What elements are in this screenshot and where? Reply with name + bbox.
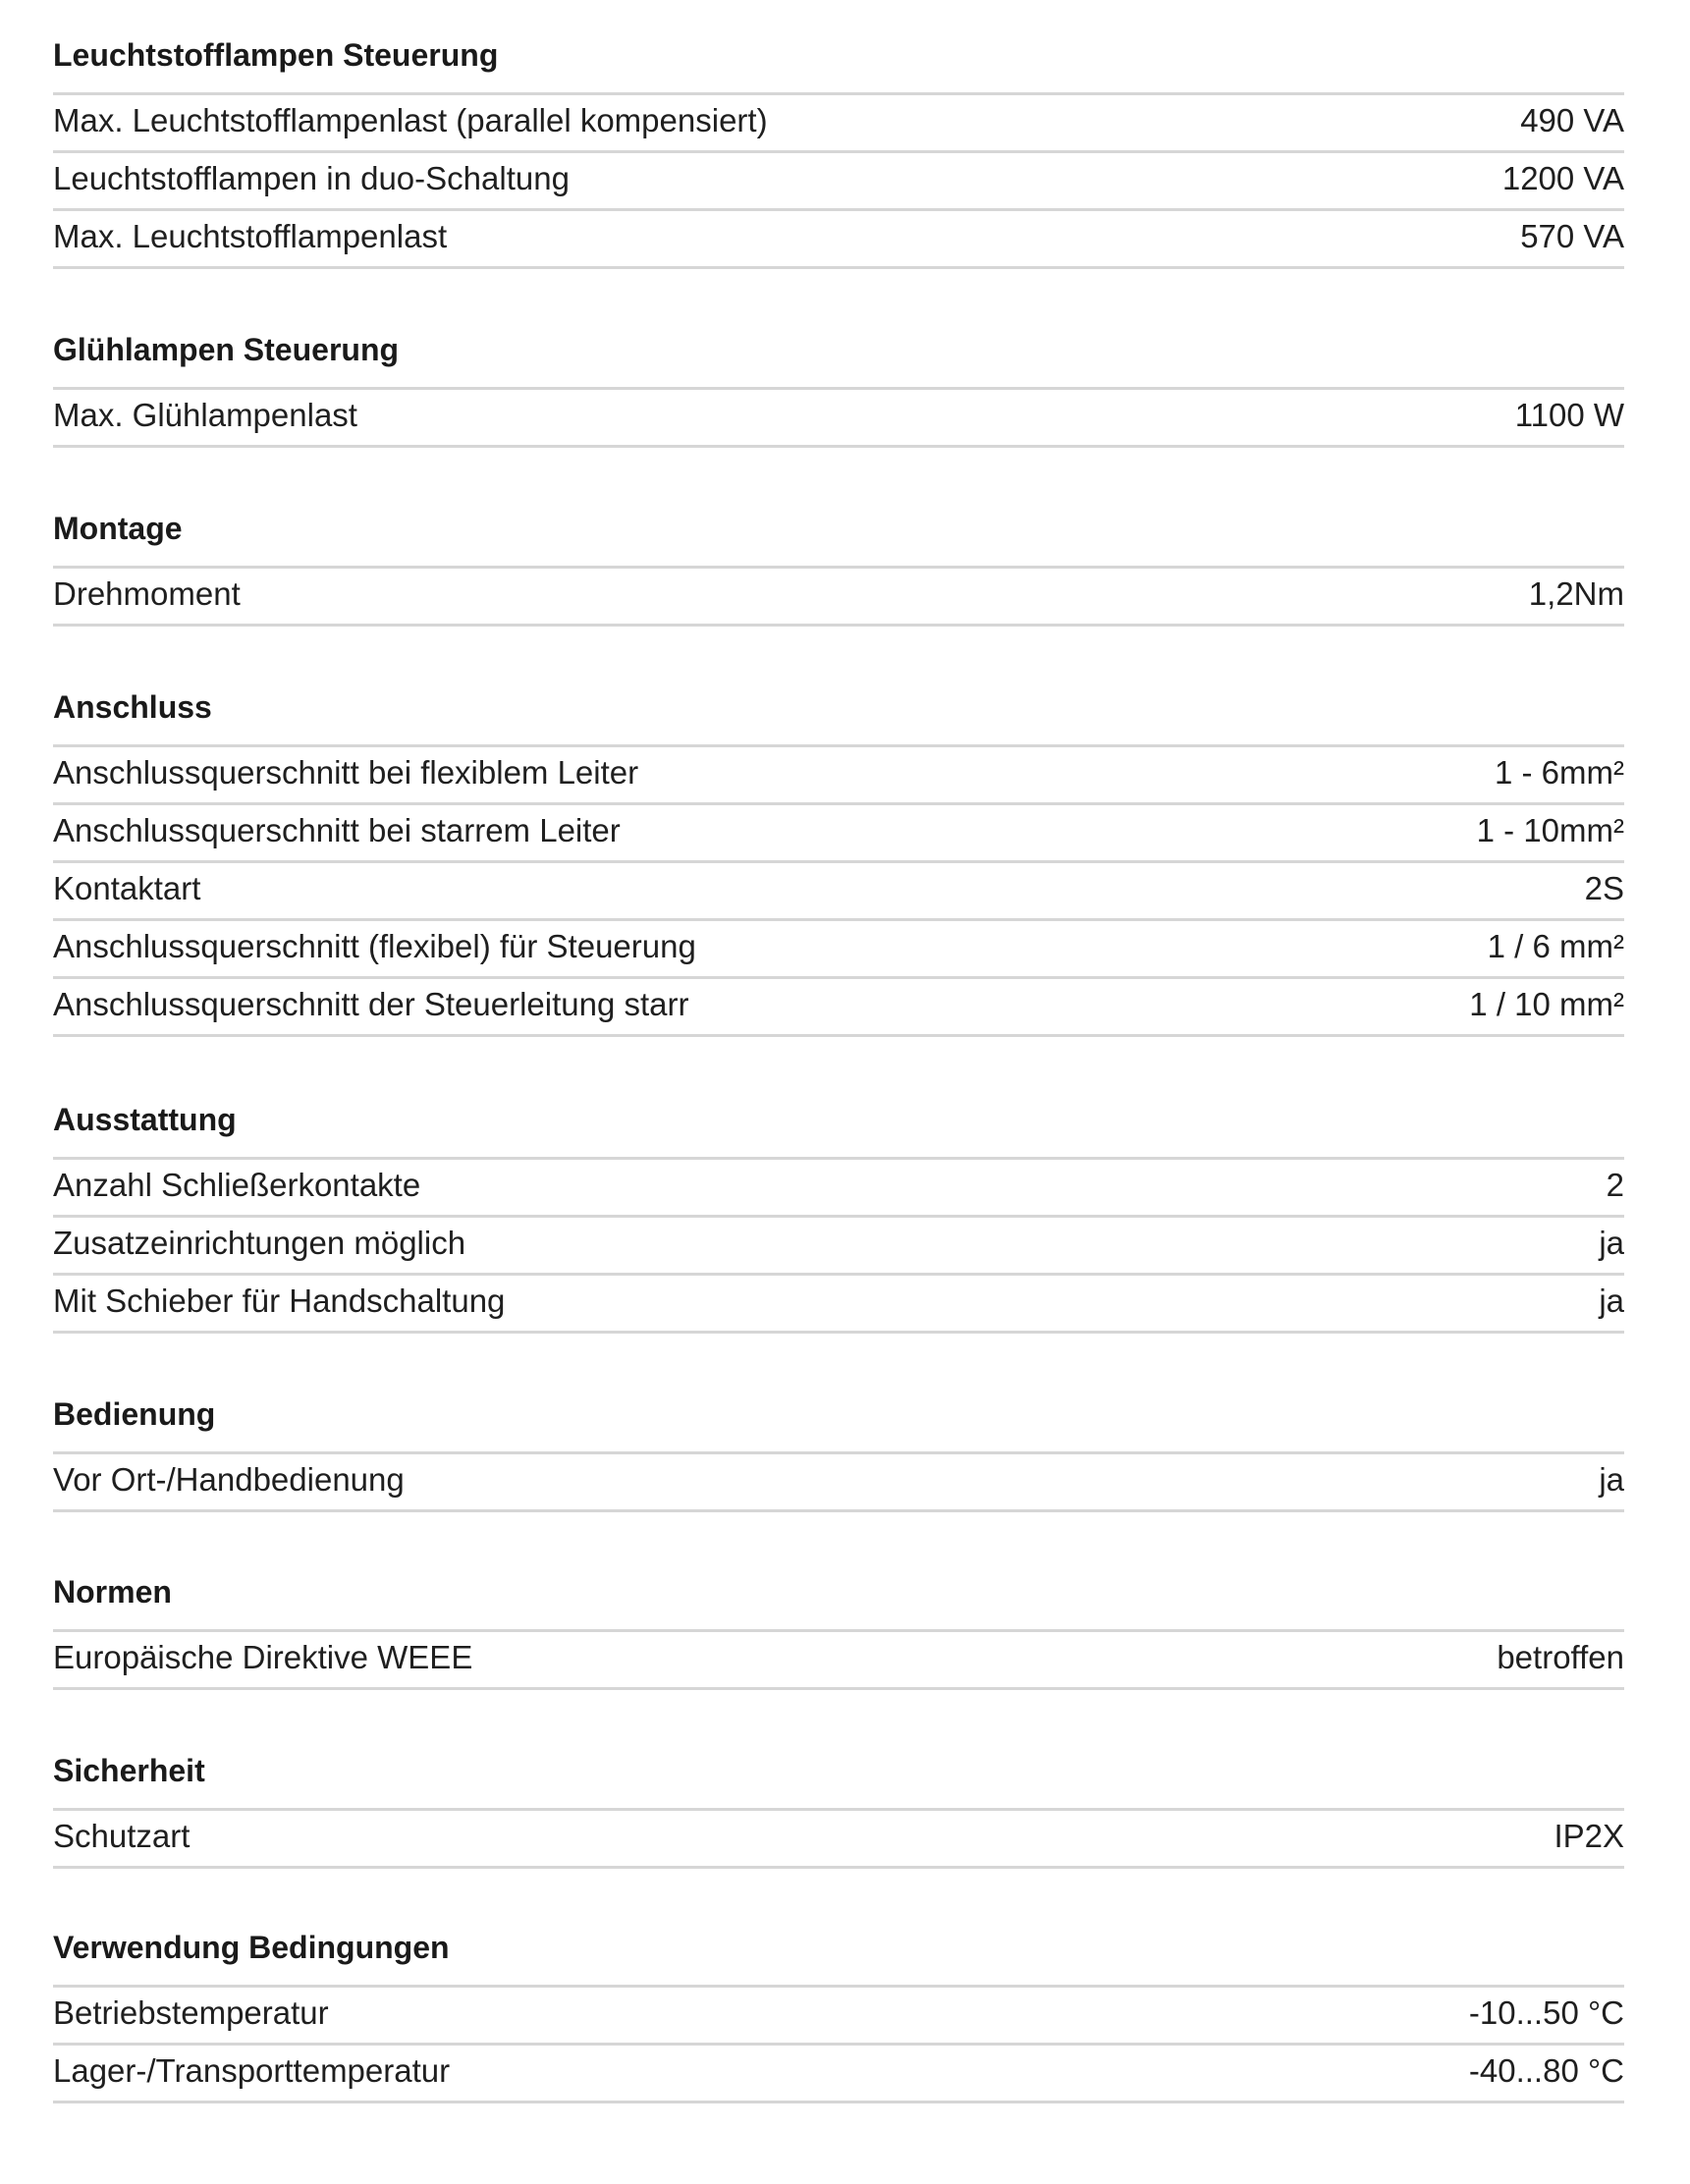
spec-value: 2S bbox=[1584, 870, 1624, 906]
spec-value: 1 - 6mm² bbox=[1495, 754, 1624, 791]
spec-row bbox=[53, 927, 1624, 966]
spec-label: Max. Leuchtstofflampenlast (parallel kompensiert) bbox=[53, 102, 768, 138]
spec-row bbox=[53, 1817, 1624, 1856]
spec-value: ja bbox=[1599, 1225, 1624, 1261]
spec-label: Zusatzeinrichtungen möglich bbox=[53, 1225, 466, 1261]
row-divider bbox=[53, 1509, 1624, 1512]
spec-label: Lager-/Transporttemperatur bbox=[53, 2052, 451, 2089]
spec-row bbox=[53, 2051, 1624, 2091]
section-title: Verwendung Bedingungen bbox=[53, 1930, 450, 1965]
spec-label: Anschlussquerschnitt der Steuerleitung starr bbox=[53, 986, 689, 1022]
spec-row bbox=[53, 1638, 1624, 1677]
spec-label: Mit Schieber für Handschaltung bbox=[53, 1283, 506, 1319]
spec-value: 1200 VA bbox=[1501, 160, 1624, 196]
section-divider bbox=[53, 566, 1624, 569]
spec-value: 1100 W bbox=[1514, 397, 1624, 433]
spec-value: 570 VA bbox=[1520, 218, 1624, 254]
section-title: Bedienung bbox=[53, 1396, 216, 1432]
spec-label: Vor Ort-/Handbedienung bbox=[53, 1461, 405, 1498]
section-title: Anschluss bbox=[53, 689, 212, 725]
section-divider bbox=[53, 1985, 1624, 1988]
spec-row bbox=[53, 574, 1624, 614]
row-divider bbox=[53, 208, 1624, 211]
section-divider bbox=[53, 1808, 1624, 1811]
spec-label: Max. Leuchtstofflampenlast bbox=[53, 218, 448, 254]
section-divider bbox=[53, 1157, 1624, 1160]
spec-label: Europäische Direktive WEEE bbox=[53, 1639, 473, 1675]
spec-value: 1 / 6 mm² bbox=[1487, 928, 1624, 964]
section-title: Glühlampen Steuerung bbox=[53, 332, 400, 367]
row-divider bbox=[53, 150, 1624, 153]
section-divider bbox=[53, 387, 1624, 390]
row-divider bbox=[53, 445, 1624, 448]
spec-value: ja bbox=[1599, 1283, 1624, 1319]
spec-value: -40...80 °C bbox=[1468, 2052, 1624, 2089]
row-divider bbox=[53, 976, 1624, 979]
spec-label: Drehmoment bbox=[53, 575, 241, 612]
row-divider bbox=[53, 918, 1624, 921]
spec-value: 2 bbox=[1606, 1167, 1624, 1203]
row-divider bbox=[53, 624, 1624, 627]
spec-label: Anschlussquerschnitt bei flexiblem Leiter bbox=[53, 754, 639, 791]
section-divider bbox=[53, 92, 1624, 95]
section-divider bbox=[53, 1629, 1624, 1632]
spec-row bbox=[53, 1166, 1624, 1205]
row-divider bbox=[53, 1331, 1624, 1334]
row-divider bbox=[53, 266, 1624, 269]
spec-label: Schutzart bbox=[53, 1818, 191, 1854]
spec-label: Betriebstemperatur bbox=[53, 1994, 329, 2031]
spec-row bbox=[53, 869, 1624, 908]
section-title: Normen bbox=[53, 1574, 172, 1610]
row-divider bbox=[53, 1034, 1624, 1037]
row-divider bbox=[53, 1273, 1624, 1276]
spec-row bbox=[53, 811, 1624, 850]
spec-row bbox=[53, 1224, 1624, 1263]
spec-row bbox=[53, 396, 1624, 435]
spec-value: IP2X bbox=[1554, 1818, 1624, 1854]
row-divider bbox=[53, 1215, 1624, 1218]
section-divider bbox=[53, 1451, 1624, 1454]
row-divider bbox=[53, 802, 1624, 805]
spec-label: Leuchtstofflampen in duo-Schaltung bbox=[53, 160, 570, 196]
row-divider bbox=[53, 2043, 1624, 2046]
spec-row bbox=[53, 1993, 1624, 2033]
section-title: Leuchtstofflampen Steuerung bbox=[53, 37, 499, 73]
spec-value: 1 / 10 mm² bbox=[1469, 986, 1624, 1022]
row-divider bbox=[53, 2101, 1624, 2103]
section-title: Ausstattung bbox=[53, 1102, 237, 1137]
spec-row bbox=[53, 217, 1624, 256]
spec-value: 1,2Nm bbox=[1528, 575, 1624, 612]
spec-value: ja bbox=[1599, 1461, 1624, 1498]
section-title: Montage bbox=[53, 511, 183, 546]
spec-label: Anschlussquerschnitt (flexibel) für Steuerung bbox=[53, 928, 696, 964]
spec-value: 1 - 10mm² bbox=[1476, 812, 1624, 848]
spec-row bbox=[53, 101, 1624, 140]
spec-value: 490 VA bbox=[1520, 102, 1624, 138]
spec-label: Anzahl Schließerkontakte bbox=[53, 1167, 421, 1203]
row-divider bbox=[53, 860, 1624, 863]
spec-row bbox=[53, 159, 1624, 198]
row-divider bbox=[53, 1687, 1624, 1690]
row-divider bbox=[53, 1866, 1624, 1869]
spec-row bbox=[53, 985, 1624, 1024]
spec-value: betroffen bbox=[1497, 1639, 1624, 1675]
spec-label: Kontaktart bbox=[53, 870, 201, 906]
spec-value: -10...50 °C bbox=[1468, 1994, 1624, 2031]
spec-label: Max. Glühlampenlast bbox=[53, 397, 357, 433]
spec-label: Anschlussquerschnitt bei starrem Leiter bbox=[53, 812, 621, 848]
section-title: Sicherheit bbox=[53, 1753, 205, 1788]
spec-row bbox=[53, 1460, 1624, 1500]
spec-row bbox=[53, 753, 1624, 792]
spec-row bbox=[53, 1282, 1624, 1321]
section-divider bbox=[53, 744, 1624, 747]
